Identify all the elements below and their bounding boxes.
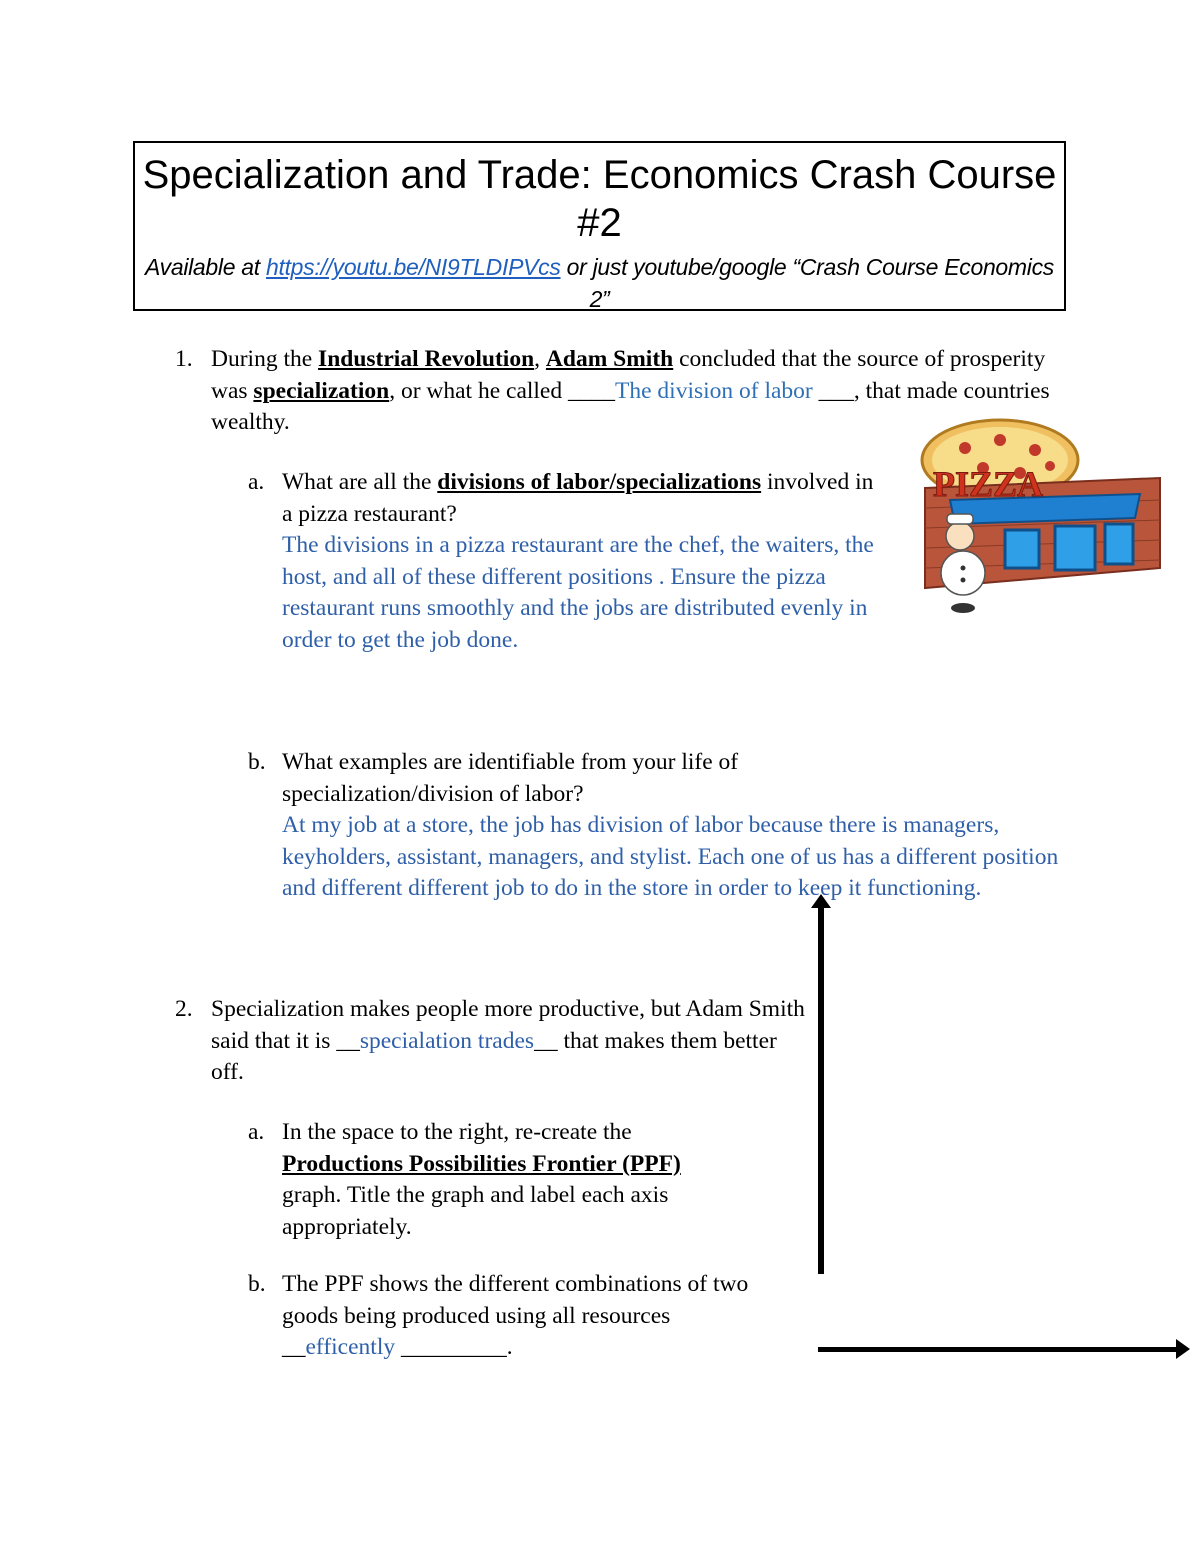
divisions-term: divisions of labor/specializations: [437, 469, 762, 495]
q2-text: [211, 994, 811, 1089]
q2-text-part: __ that makes them better off.: [211, 1027, 777, 1085]
q1-text-part: concluded that the source of prosperity was: [211, 346, 1046, 404]
q2b-letter: b.: [248, 1271, 266, 1297]
q1b-letter: b.: [248, 749, 266, 775]
available-suffix: or just youtube/google “Crash Course Economics 2”: [560, 254, 1054, 312]
q2-number: 2.: [175, 996, 193, 1022]
q2-answer: specialation trades: [359, 1027, 535, 1054]
q1-text-part: , or what he called ____: [389, 377, 615, 404]
page-title: Specialization and Trade: Economics Crash Course #2: [142, 153, 1057, 245]
video-link[interactable]: https://youtu.be/NI9TLDIPVcs: [265, 254, 561, 280]
q1b-answer: At my job at a store, the job has division of labor because there is managers, keyholders, assistant, managers, and stylist. Each one of us has a different position and different different job to do in the store in order to keep it functioning.: [282, 812, 1059, 901]
ppf-term: Productions Possibilities Frontier (PPF): [282, 1150, 681, 1177]
q1a-text-part: What are all the: [282, 469, 438, 495]
q1a-letter: a.: [248, 469, 265, 495]
q2b-text: [282, 1269, 762, 1364]
adam-smith: Adam Smith: [545, 346, 674, 372]
pizza-restaurant-image: [905, 418, 1165, 613]
q2b-text-part: _________.: [395, 1334, 513, 1360]
ppf-y-axis-arrow: [818, 904, 824, 1274]
q2b-text-part: The PPF shows the different combinations of two goods being produced using all resources __: [282, 1271, 749, 1360]
q2a-text-part: graph. Title the graph and label each axis appropriately.: [282, 1182, 669, 1240]
q1-number: 1.: [175, 346, 193, 372]
q2a-letter: a.: [248, 1119, 265, 1145]
q2b-answer: efficently: [305, 1334, 396, 1360]
q1a-question: [282, 467, 882, 530]
q2a-text: [282, 1117, 722, 1243]
q1a-text-part: involved in a pizza restaurant?: [282, 469, 874, 527]
q1-text-part: ___, that made countries wealthy.: [211, 377, 1050, 435]
q1b-question: What examples are identifiable from your life of specialization/division of labor?: [282, 749, 739, 807]
q2-text-part: Specialization makes people more productive, but Adam Smith said that it is __: [211, 996, 805, 1054]
available-prefix: Available at: [145, 254, 266, 280]
video-source: [135, 251, 1064, 315]
q2a-text-part: In the space to the right, re-create the: [282, 1119, 632, 1145]
specialization-term: specialization: [253, 377, 390, 404]
title-box: [133, 141, 1066, 311]
q1-answer: The division of labor: [615, 377, 813, 404]
ppf-x-axis-arrow: [818, 1347, 1178, 1352]
industrial-revolution: Industrial Revolution: [318, 346, 535, 372]
pizza-sign-text: PIZZA: [933, 464, 1044, 504]
q1-text-part: During the: [211, 346, 319, 372]
q1a-answer: The divisions in a pizza restaurant are the chef, the waiters, the host, and all of these different positions . Ensure the pizza restaurant runs smoothly and the jobs are distributed evenly in order to get the job done.: [282, 532, 874, 653]
q1-text-part: ,: [534, 346, 546, 372]
